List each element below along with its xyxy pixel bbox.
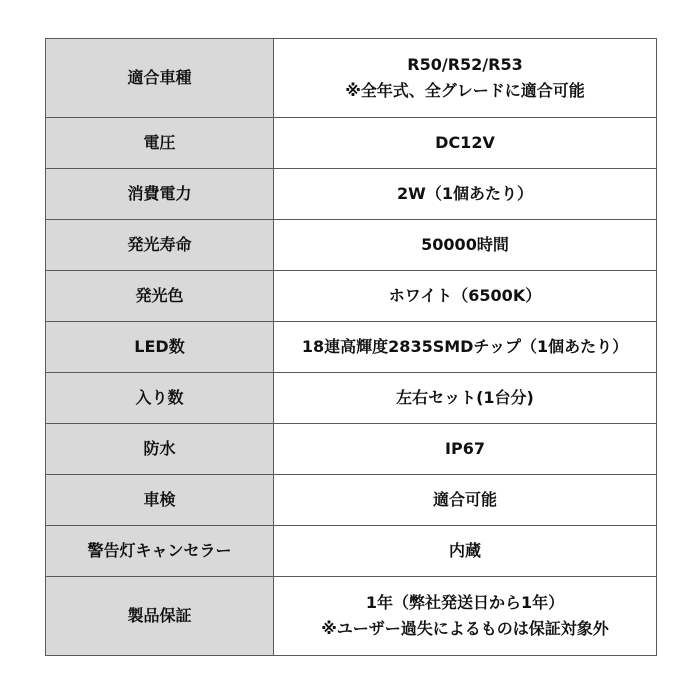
row-label: 発光色 [46,271,274,322]
row-value [274,577,657,656]
row-label: 発光寿命 [46,220,274,271]
row-label: 入り数 [46,373,274,424]
row-value [274,39,657,118]
row-label: 電圧 [46,118,274,169]
row-label: 消費電力 [46,169,274,220]
row-value: 内蔵 [274,526,657,577]
table-row [46,39,657,118]
row-label: 警告灯キャンセラー [46,526,274,577]
value-note: ※全年式、全グレードに適合可能 [345,81,585,100]
table-row [46,169,657,220]
row-label: 防水 [46,424,274,475]
row-value: DC12V [274,118,657,169]
row-value: 18連高輝度2835SMDチップ（1個あたり） [274,322,657,373]
row-value: 適合可能 [274,475,657,526]
table-row [46,220,657,271]
spec-table [45,38,657,656]
row-value: 50000時間 [274,220,657,271]
value-line: R50/R52/R53 [407,55,523,74]
value-note: ※ユーザー過失によるものは保証対象外 [321,619,609,638]
row-value: 2W（1個あたり） [274,169,657,220]
row-value: 左右セット(1台分) [274,373,657,424]
row-value: IP67 [274,424,657,475]
row-value: ホワイト（6500K） [274,271,657,322]
table-row [46,373,657,424]
row-label: 製品保証 [46,577,274,656]
table-row [46,271,657,322]
row-label: 車検 [46,475,274,526]
table-row [46,118,657,169]
row-label: 適合車種 [46,39,274,118]
table-row [46,475,657,526]
table-row [46,526,657,577]
table-row [46,424,657,475]
row-label: LED数 [46,322,274,373]
table-row [46,322,657,373]
value-line: 1年（弊社発送日から1年） [365,593,565,612]
table-row [46,577,657,656]
